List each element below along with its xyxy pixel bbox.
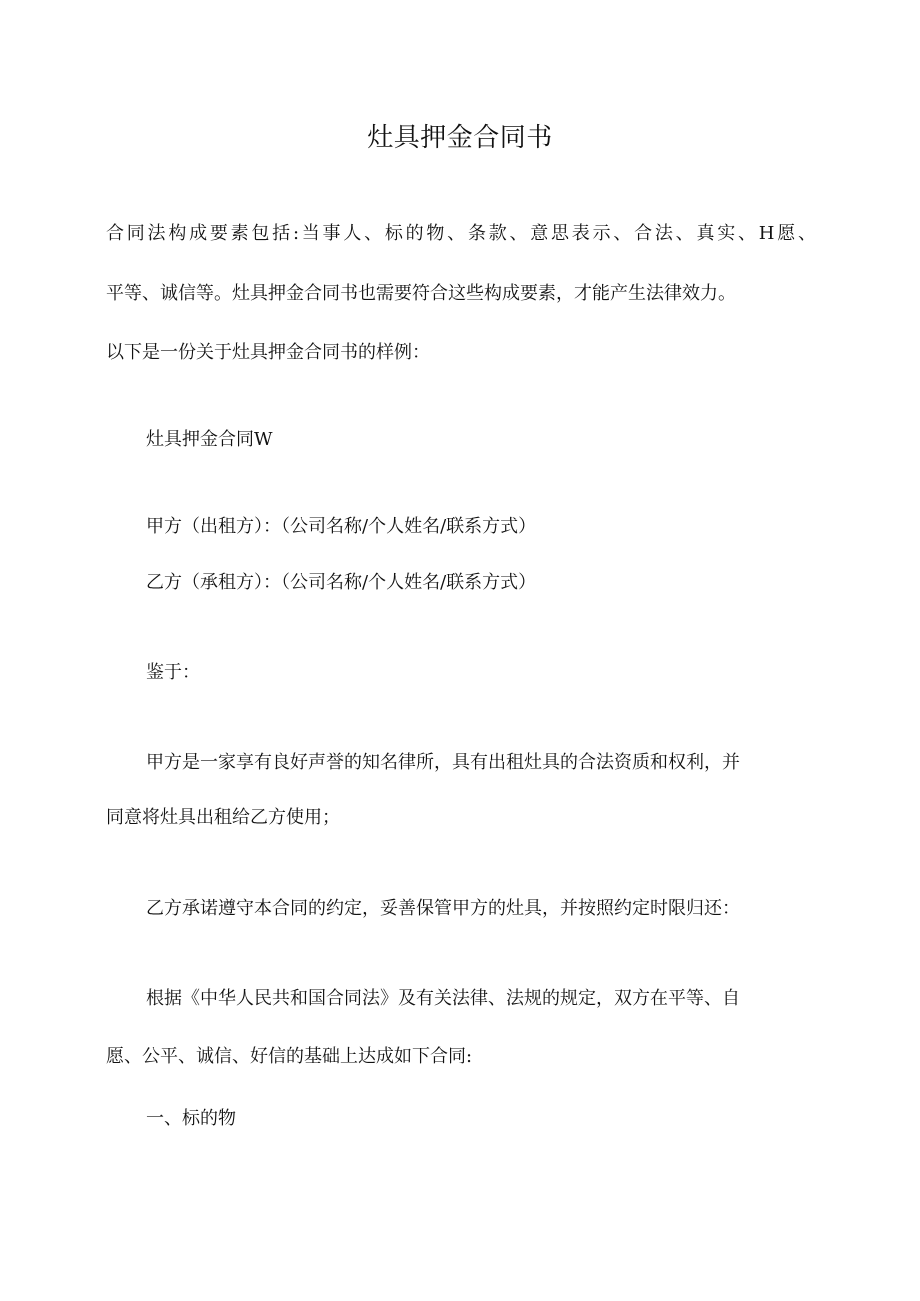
contract-heading: 灶具押金合同W (146, 429, 273, 450)
party-b-line: 乙方（承租方）：（公司名称/个人姓名/联系方式） (146, 572, 537, 593)
section-1-heading: 一、标的物 (146, 1108, 236, 1129)
clause-c-line-2: 愿、公平、诚信、好信的基础上达成如下合同: (106, 1046, 473, 1067)
clause-a-line-2: 同意将灶具出租给乙方使用； (106, 807, 340, 828)
intro-line-1: 合同法构成要素包括:当事人、标的物、条款、意思表示、合法、真实、H愿、 (106, 223, 816, 244)
intro-line-3: 以下是一份关于灶具押金合同书的样例： (106, 342, 430, 363)
clause-b-line: 乙方承诺遵守本合同的约定，妥善保管甲方的灶具，并按照约定时限归还： (146, 898, 740, 919)
clause-c-line-1: 根据《中华人民共和国合同法》及有关法律、法规的规定，双方在平等、自 (146, 988, 740, 1009)
document-title: 灶具押金合同书 (367, 123, 553, 153)
clause-a-line-1: 甲方是一家享有良好声誉的知名律所，具有出租灶具的合法资质和权利，并 (146, 752, 740, 773)
intro-line-2: 平等、诚信等。灶具押金合同书也需要符合这些构成要素，才能产生法律效力。 (106, 283, 736, 304)
whereas-heading: 鉴于： (146, 662, 200, 683)
party-a-line: 甲方（出租方）：（公司名称/个人姓名/联系方式） (146, 516, 537, 537)
